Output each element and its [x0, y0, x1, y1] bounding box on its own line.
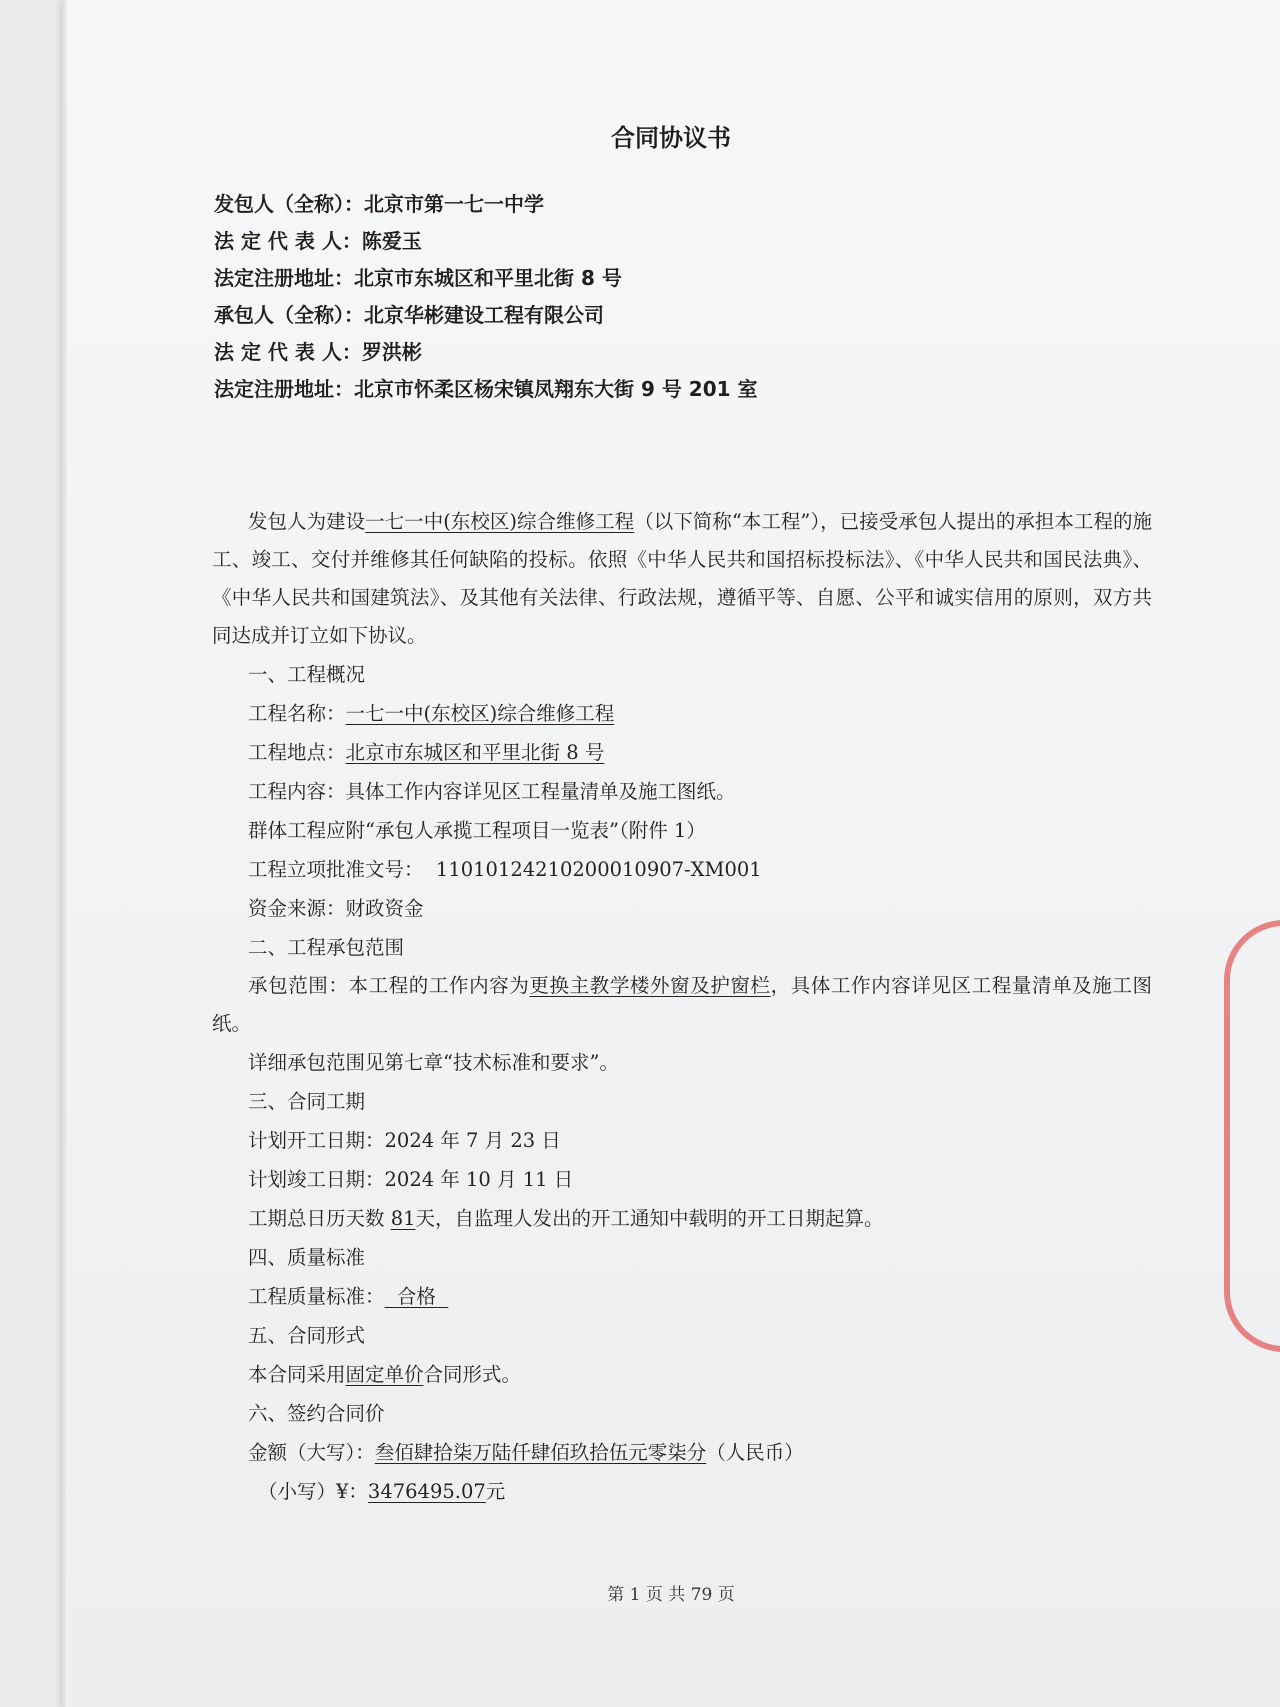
contract-form-line [212, 1355, 1152, 1394]
duration-line [212, 1199, 1152, 1238]
contractor-addr-line [214, 371, 758, 408]
quality-value-wrap [385, 1285, 449, 1308]
employer-addr-label: 法定注册地址： [214, 266, 354, 290]
contractor-rep-label: 法 定 代 表 人： [214, 340, 362, 364]
page-fold-shadow [62, 0, 68, 1707]
intro-before: 发包人为建设 [248, 510, 366, 533]
quality-line [212, 1277, 1152, 1316]
amount-small-line [212, 1472, 1152, 1511]
project-name-label: 工程名称： [248, 702, 346, 725]
project-name-line [212, 694, 1152, 733]
s5-heading: 五、合同形式 [248, 1324, 366, 1347]
approval-value: 11010124210200010907-XM001 [435, 858, 762, 881]
group-project-line: 群体工程应附“承包人承揽工程项目一览表”（附件 1） [248, 819, 706, 842]
contractor-rep: 罗洪彬 [361, 340, 422, 364]
amount-small-value: 3476495.07 [367, 1480, 486, 1503]
amount-big-line [212, 1433, 1152, 1472]
contractor-name: 北京华彬建设工程有限公司 [364, 303, 604, 327]
contractor-line [214, 297, 758, 334]
red-seal-stamp [1224, 920, 1280, 1352]
s6-heading: 六、签约合同价 [248, 1402, 385, 1425]
duration-days: 81 [390, 1207, 416, 1230]
intro-paragraph [212, 503, 1152, 655]
employer-label: 发包人（全称）： [214, 192, 364, 216]
amount-big-label: 金额（大写）： [248, 1441, 375, 1464]
scope-after: ，具体工作内容详见区工程量清单及施工图纸。 [212, 974, 1152, 1035]
approval-line [212, 850, 1152, 889]
scope-before: 承包范围：本工程的工作内容为 [248, 974, 530, 997]
intro-after: （以下简称“本工程”），已接受承包人提出的承担本工程的施工、竣工、交付并维修其任何缺陷的投标。依照《中华人民共和国招标投标法》、《中华人民共和国民法典》、《中华人民共和国建筑法》、及其他有关法律、行政法规，遵循平等、自愿、公平和诚实信用的原则，双方共同达成并订立如下协议。 [212, 510, 1152, 647]
duration-after: 天，自监理人发出的开工通知中载明的开工日期起算。 [415, 1207, 884, 1230]
scope-detail-line: 详细承包范围见第七章“技术标准和要求”。 [248, 1051, 619, 1074]
project-name-value: 一七一中(东校区)综合维修工程 [345, 702, 615, 725]
employer-rep-line [214, 223, 758, 260]
contract-form-before: 本合同采用 [248, 1363, 346, 1386]
project-content-line: 工程内容：具体工作内容详见区工程量清单及施工图纸。 [248, 780, 736, 803]
amount-big-after: （人民币） [706, 1441, 804, 1464]
employer-rep-label: 法 定 代 表 人： [214, 229, 362, 253]
fund-source-line: 资金来源：财政资金 [248, 897, 424, 920]
amount-big-value: 叁佰肆拾柒万陆仟肆佰玖拾伍元零柒分 [374, 1441, 707, 1464]
contract-form-value: 固定单价 [345, 1363, 424, 1386]
s2-heading: 二、工程承包范围 [248, 936, 405, 959]
s4-heading: 四、质量标准 [248, 1246, 366, 1269]
page-number-footer: 第 1 页 共 79 页 [607, 1585, 735, 1605]
employer-addr-line [214, 260, 758, 297]
contract-form-after: 合同形式。 [423, 1363, 522, 1386]
contractor-addr-label: 法定注册地址： [214, 377, 354, 401]
approval-label: 工程立项批准文号： [248, 858, 424, 881]
employer-addr: 北京市东城区和平里北街 8 号 [354, 266, 622, 290]
contractor-label: 承包人（全称）： [214, 303, 364, 327]
quality-label: 工程质量标准： [248, 1285, 385, 1308]
end-date-line: 计划竣工日期：2024 年 10 月 11 日 [248, 1168, 574, 1191]
parties-block [214, 186, 758, 408]
contractor-rep-line [214, 334, 758, 371]
document-title: 合同协议书 [611, 124, 731, 152]
amount-small-after: 元 [485, 1480, 506, 1503]
employer-name: 北京市第一七一中学 [364, 192, 544, 216]
scope-paragraph [212, 967, 1152, 1043]
amount-small-label: （小写）¥： [258, 1480, 368, 1503]
project-location-label: 工程地点： [248, 741, 346, 764]
project-location-value: 北京市东城区和平里北街 8 号 [345, 741, 605, 764]
project-location-line [212, 733, 1152, 772]
document-page [62, 0, 1280, 1707]
employer-line [214, 186, 758, 223]
employer-rep: 陈爱玉 [361, 229, 422, 253]
s3-heading: 三、合同工期 [248, 1090, 366, 1113]
s1-heading: 一、工程概况 [248, 663, 366, 686]
scope-value: 更换主教学楼外窗及护窗栏 [529, 974, 771, 997]
duration-before: 工期总日历天数 [248, 1207, 385, 1230]
quality-value: 合格 [396, 1285, 436, 1308]
start-date-line: 计划开工日期：2024 年 7 月 23 日 [248, 1129, 561, 1152]
intro-project-name: 一七一中(东校区)综合维修工程 [365, 510, 635, 533]
agreement-body [212, 503, 1152, 1511]
contractor-addr: 北京市怀柔区杨宋镇凤翔东大街 9 号 201 室 [354, 377, 758, 401]
